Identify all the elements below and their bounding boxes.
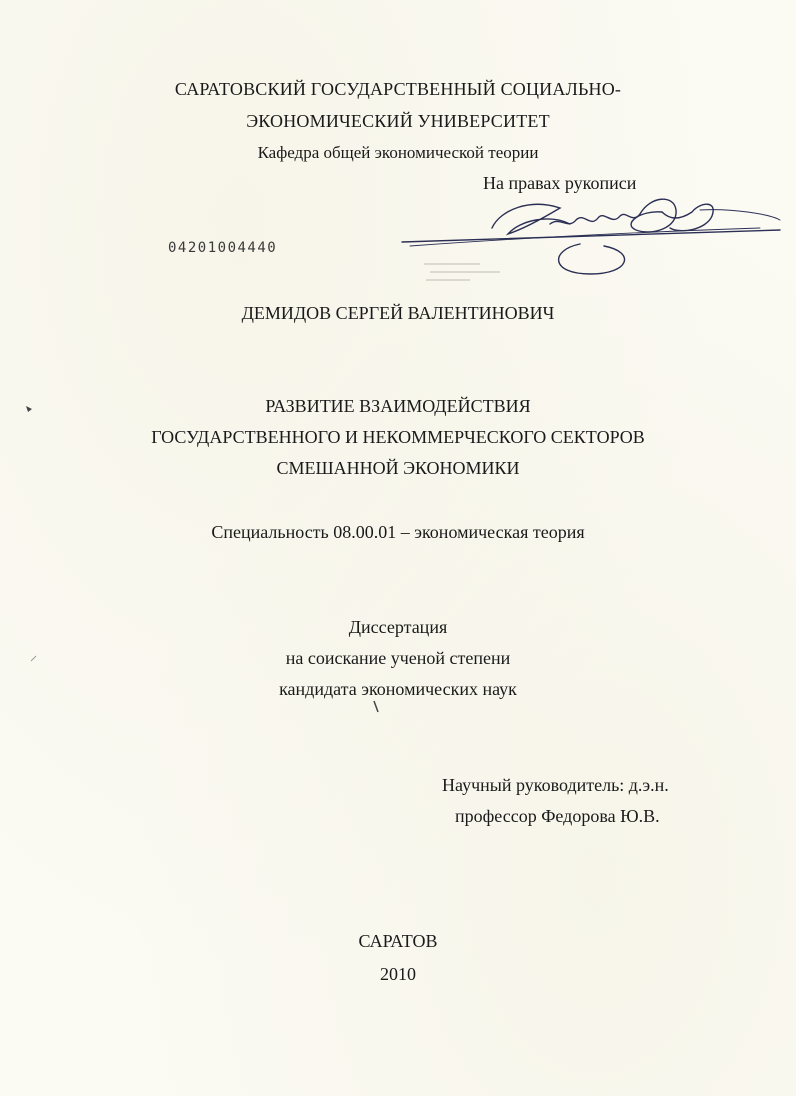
- scan-speck-mark: [24, 404, 34, 414]
- degree-line1: на соискание ученой степени: [285, 648, 511, 668]
- thesis-title-line3: СМЕШАННОЙ ЭКОНОМИКИ: [276, 458, 520, 478]
- author-name: ДЕМИДОВ СЕРГЕЙ ВАЛЕНТИНОВИЧ: [241, 303, 555, 323]
- year: 2010: [380, 964, 416, 984]
- city: САРАТОВ: [358, 931, 438, 951]
- university-name-line1: САРАТОВСКИЙ ГОСУДАРСТВЕННЫЙ СОЦИАЛЬНО-: [174, 79, 622, 99]
- university-name-line2: ЭКОНОМИЧЕСКИЙ УНИВЕРСИТЕТ: [246, 111, 550, 131]
- supervisor-line2: профессор Федорова Ю.В.: [455, 806, 660, 826]
- dissertation-label: Диссертация: [348, 617, 448, 637]
- scan-speck-mark: [372, 700, 382, 714]
- supervisor-line1: Научный руководитель: д.э.н.: [442, 775, 669, 795]
- faint-stamp-mark: [420, 258, 510, 284]
- manuscript-note: На правах рукописи: [483, 173, 637, 193]
- specialty-line: Специальность 08.00.01 – экономическая теория: [211, 522, 585, 542]
- scan-speck-mark: [30, 655, 38, 663]
- degree-line2: кандидата экономических наук: [279, 679, 517, 699]
- department-name: Кафедра общей экономической теории: [257, 143, 539, 162]
- thesis-title-line2: ГОСУДАРСТВЕННОГО И НЕКОММЕРЧЕСКОГО СЕКТОРОВ: [151, 427, 645, 447]
- registration-number: 04201004440: [168, 240, 278, 256]
- thesis-title-line1: РАЗВИТИЕ ВЗАИМОДЕЙСТВИЯ: [265, 396, 531, 416]
